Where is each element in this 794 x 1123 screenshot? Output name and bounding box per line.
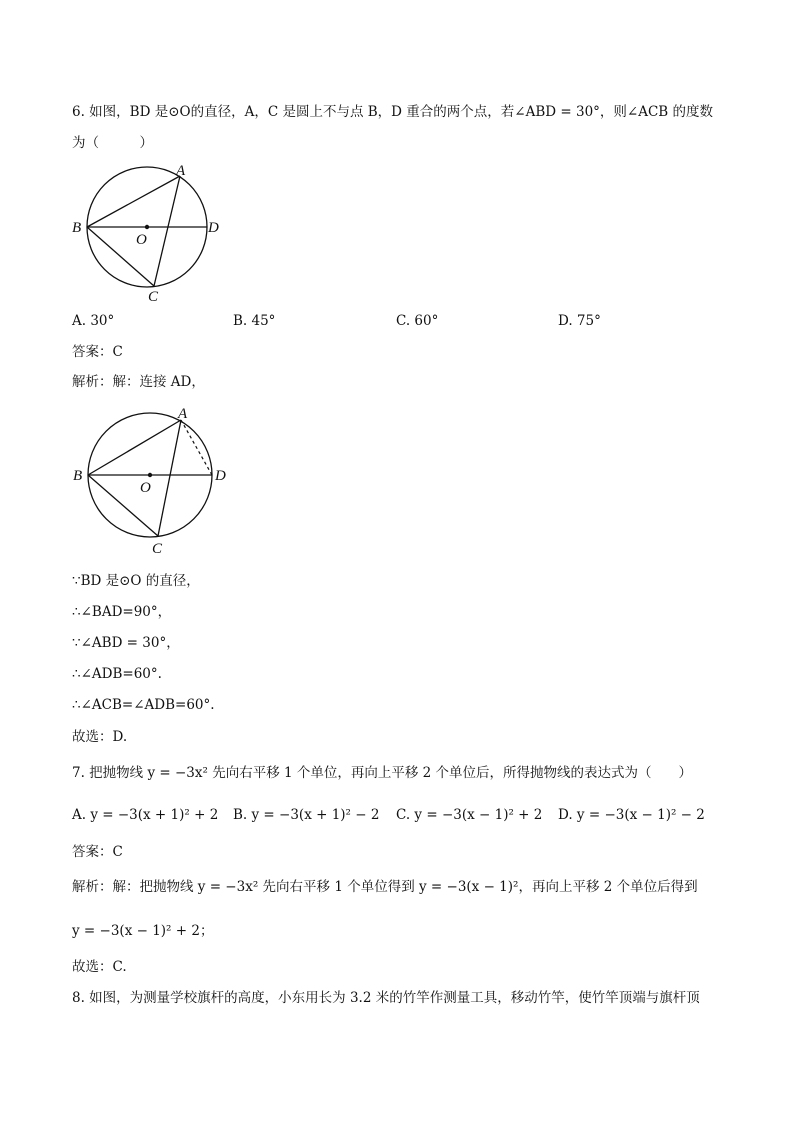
- q6-step-1: ∵BD 是⊙O 的直径，: [72, 573, 200, 589]
- q6-label-o: O: [136, 232, 147, 248]
- q6-stem-line1: 6. 如图，BD 是⊙O的直径，A，C 是圆上不与点 B，D 重合的两个点，若∠ABD = 30°，则∠ACB 的度数: [72, 104, 714, 120]
- q7-analysis-line1: 解析：解：把抛物线 y = −3x² 先向右平移 1 个单位得到 y = −3(x − 1)²，再向上平移 2 个单位后得到: [72, 879, 698, 895]
- q6-label-b: B: [72, 220, 82, 236]
- q6-step-2: ∴∠BAD=90°，: [72, 604, 172, 620]
- q6-label-d: D: [208, 220, 219, 236]
- q6-solution-label-o: O: [140, 480, 151, 496]
- q7-option-c: C. y = −3(x − 1)² + 2: [396, 807, 543, 823]
- q6-step-5: ∴∠ACB=∠ADB=60°.: [72, 697, 215, 713]
- q6-solution-label-c: C: [152, 541, 163, 555]
- q6-chord-ba: [87, 176, 180, 227]
- q6-solution-figure: [70, 400, 240, 555]
- q7-analysis-line2: y = −3(x − 1)² + 2；: [72, 923, 214, 939]
- q6-label-c: C: [148, 289, 159, 305]
- q6-solution-chord-ac: [158, 420, 181, 536]
- q6-solution-dashed-ad: [181, 420, 212, 475]
- q6-answer: 答案：C: [72, 344, 123, 360]
- q6-solution-label-a: A: [178, 406, 188, 422]
- q6-step-6: 故选：D.: [72, 729, 128, 745]
- q6-solution-label-d: D: [215, 468, 226, 484]
- q7-answer: 答案：C: [72, 844, 123, 860]
- q6-label-a: A: [176, 163, 186, 179]
- q7-option-d: D. y = −3(x − 1)² − 2: [558, 807, 705, 823]
- q6-analysis-intro: 解析：解：连接 AD，: [72, 374, 205, 390]
- q7-option-b: B. y = −3(x + 1)² − 2: [233, 807, 380, 823]
- q6-solution-center-dot: [148, 473, 152, 477]
- q6-stem-line2: 为（ ）: [72, 135, 153, 151]
- q6-option-d: D. 75°: [558, 313, 601, 329]
- q6-chord-ac: [154, 176, 180, 286]
- q6-step-3: ∵∠ABD = 30°，: [72, 635, 180, 651]
- q6-option-a: A. 30°: [72, 313, 115, 329]
- q6-step-4: ∴∠ADB=60°.: [72, 666, 162, 682]
- q6-solution-label-b: B: [73, 468, 83, 484]
- q7-stem: 7. 把抛物线 y = −3x² 先向右平移 1 个单位，再向上平移 2 个单位后，所得抛物线的表达式为（ ）: [72, 765, 693, 781]
- q7-conclusion: 故选：C.: [72, 959, 127, 975]
- q6-center-dot: [145, 225, 149, 229]
- q6-option-b: B. 45°: [233, 313, 276, 329]
- q8-stem-line1: 8. 如图，为测量学校旗杆的高度，小东用长为 3.2 米的竹竿作测量工具，移动竹竿，使竹竿顶端与旗杆顶: [72, 990, 700, 1006]
- q6-option-c: C. 60°: [396, 313, 439, 329]
- q7-option-a: A. y = −3(x + 1)² + 2: [72, 807, 219, 823]
- q6-solution-chord-ba: [88, 420, 181, 475]
- q6-figure: [70, 160, 230, 310]
